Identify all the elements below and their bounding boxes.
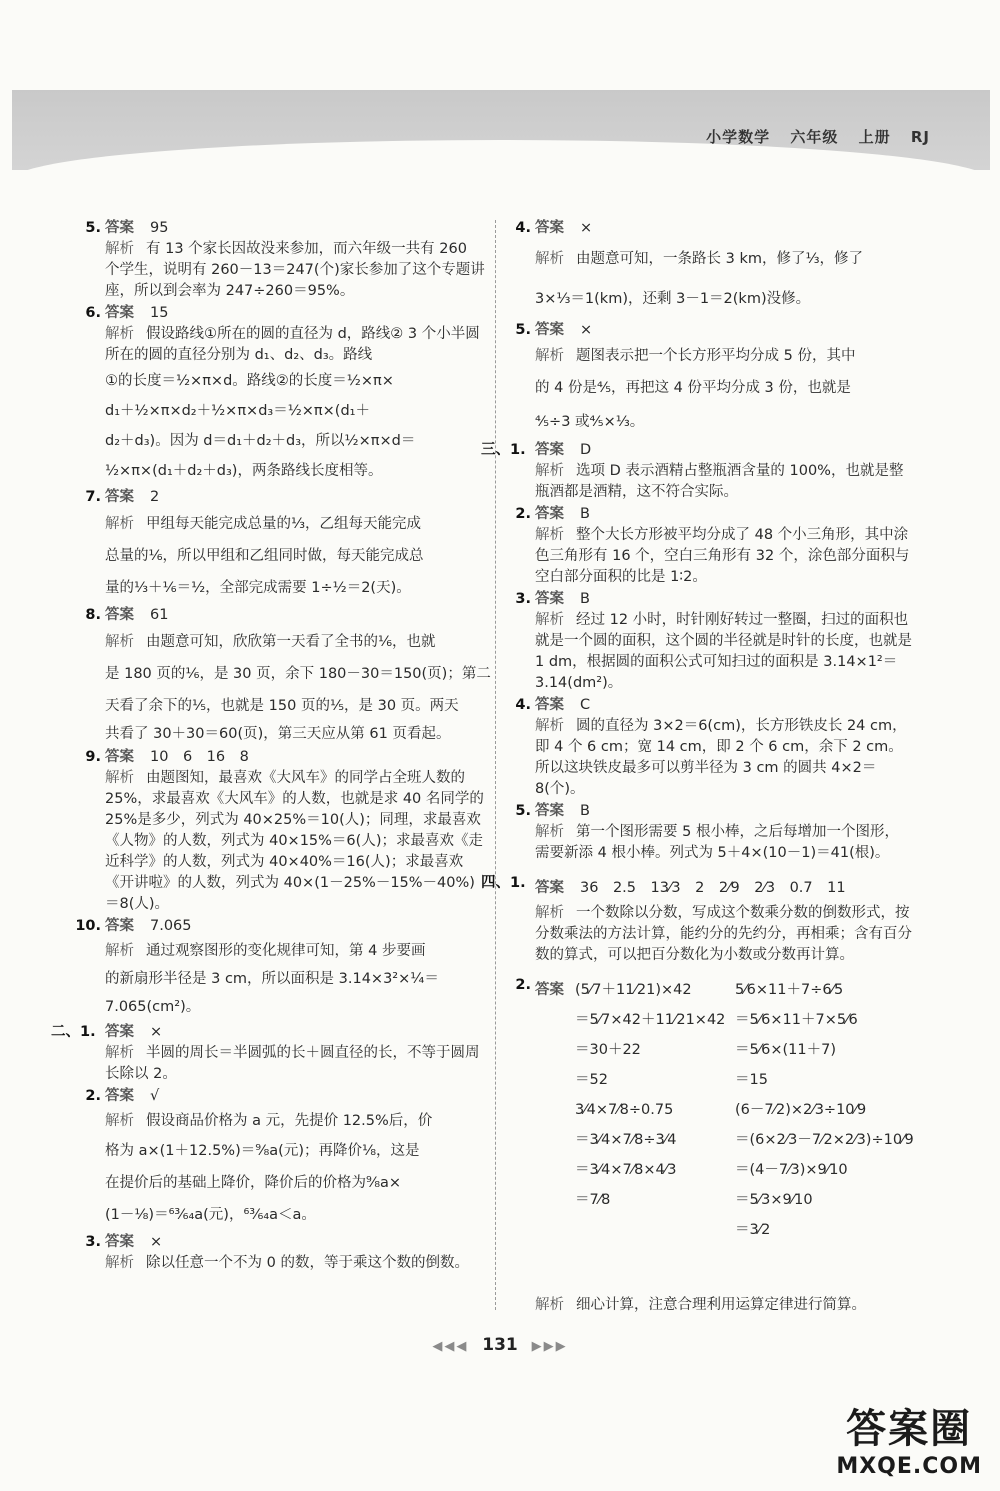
question-7: 7. 答案 2 解析 甲组每天能完成总量的⅓，乙组每天能完成 总量的⅙，所以甲组和乙组同时做，每天能完成总 量的⅓＋⅙＝½，全部完成需要 1÷½＝2(天)。 [85,489,424,596]
analysis-text: 除以任意一个不为 0 的数，等于乘这个数的倒数。 [146,1255,469,1271]
question-6: 6. 答案 15 解析 假设路线①所在的圆的直径为 d，路线② 3 个小半圆所在的圆的直径分别为 d₁、d₂、d₃。路线 ①的长度＝½×π×d。路线②的长度＝½×π× d₁＋½×π×d₂＋½×π×d₃＝½×π×(d₁＋ d₂＋d₃)。因为 d＝d₁＋d₂＋d₃，所以½×π×d＝ ½×π×(d₁＋d₂＋d₃)，两条路线长度相等。 [85,305,480,479]
analysis-text: 圆的直径为 3×2＝6(cm)，长方形铁皮长 24 cm，即 4 个 6 cm；宽 14 cm，即 2 个 6 cm，余下 2 cm。所以这块铁皮最多可以剪半径为 3 cm 的圆共 4×2＝8(个)。 [535,718,907,797]
answer-value: C [580,697,591,713]
right-arrows-icon: ▶▶▶ [531,1339,568,1354]
left-column [51,218,491,1275]
section-2-question-2: 2. 答案 √ 解析 假设商品价格为 a 元，先提价 12.5%后，价 格为 a×(1＋12.5%)＝⁹⁄₈a(元)；再降价⅛，这是 在提价后的基础上降价，降价后的价格为⁹⁄₈a× (1－⅛)＝⁶³⁄₆₄a(元)，⁶³⁄₆₄a＜a。 [85,1088,433,1223]
answer-value: × [580,322,593,338]
answer-value: 7.065 [150,918,192,934]
section-3-question-2: 2. 答案 B 解析 整个大长方形被平均分成了 48 个小三角形，其中涂色三角形有 16 个，空白三角形有 32 个，涂色部分面积与空白部分面积的比是 1∶2。 [515,506,910,585]
question-8: 8. 答案 61 解析 由题意可知，欣欣第一天看了全书的⅙，也就 是 180 页的⅙，是 30 页，余下 180－30＝150(页)；第二 天看了余下的⅕，也就是 150 页的⅕，是 30 页。两天 共看了 30＋30＝60(页)，第三天应从第 61 页看起。 [85,607,491,742]
answer-value: × [580,220,593,236]
question-10: 10. 答案 7.065 解析 通过观察图形的变化规律可知，第 4 步要画 的新扇形半径是 3 cm，所以面积是 3.14×3²×¼＝ 7.065(cm²)。 [75,918,439,1015]
answer-value: D [580,442,592,458]
answer-value: × [150,1024,163,1040]
question-5-right: 5. 答案 × 解析 题图表示把一个长方形平均分成 5 份，其中 的 4 份是⅘，再把这 4 份平均分成 3 份，也就是 ⅘÷3 或⅘×⅓。 [515,322,856,430]
analysis-text: 整个大长方形被平均分成了 48 个小三角形，其中涂色三角形有 16 个，空白三角形有 32 个，涂色部分面积与空白部分面积的比是 1∶2。 [535,527,910,585]
section-4-question-1: 四、1. 答案 36 2.5 13⁄3 2 2⁄9 2⁄3 0.7 11 解析 一个数除以分数，写成这个数乘分数的倒数形式，按分数乘法的方法计算，能约分的先约分，再相乘；含有百分数的算式，可以把百分数化为小数或分数再计算。 [481,875,912,963]
column-divider [495,220,496,1310]
analysis-text: 一个数除以分数，写成这个数乘分数的倒数形式，按分数乘法的方法计算，能约分的先约分，再相乘；含有百分数的算式，可以把百分数化为小数或分数再计算。 [535,905,912,963]
question-5: 5. 答案 95 解析 有 13 个家长因故没来参加，而六年级一共有 260 个学生，说明有 260－13＝247(个)家长参加了这个专题讲座，所以到会率为 247÷260＝95%。 [85,220,485,299]
section-4-question-2: 2. 答案 (5⁄7＋11⁄21)×42 ＝5⁄7×42＋11⁄21×42 ＝30＋22 ＝52 3⁄4×7⁄8÷0.75 ＝3⁄4×7⁄8÷3⁄4 ＝3⁄4×7⁄8×4⁄3 ＝7⁄8 5⁄6×11＋7÷6⁄5 ＝5⁄6×11＋7×5⁄6 ＝5⁄6×(11＋7) ＝15 (6－7⁄2)×2⁄3÷10⁄9 ＝(6×2⁄3－7⁄2×2⁄3)÷10⁄9 ＝(4－7⁄3)×9⁄10 ＝5⁄3×9⁄10 ＝3⁄2 解析 细心计算，注意合理利用运算定律进行简算。 [515,977,914,1313]
analysis-text: 由题图知，最喜欢《大风车》的同学占全班人数的 25%，求最喜欢《大风车》的人数，也就是求 40 名同学的 25%是多少，列式为 40×25%＝10(人)；同理，求最喜欢《人物》的人数，列式为 40×15%＝6(人)；求最喜欢《走近科学》的人数，列式为 40×40%＝16(人)；求最喜欢《开讲啦》的人数，列式为 40×(1－25%－15%－40%)＝8(人)。 [105,770,484,912]
question-4: 4. 答案 × 解析 由题意可知，一条路长 3 km，修了⅓，修了 3×⅓＝1(km)，还剩 3－1＝2(km)没修。 [515,220,864,307]
answer-value: 95 [150,220,169,236]
analysis-text: 细心计算，注意合理利用运算定律进行简算。 [576,1297,866,1313]
page-footer [0,1335,1000,1355]
section-3-question-3: 3. 答案 B 解析 经过 12 小时，时针刚好转过一整圈，扫过的面积也就是一个圆的面积，这个圆的半径就是时针的长度，也就是 1 dm，根据圆的面积公式可知扫过的面积是 3.14×1²＝3.14(dm²)。 [515,591,912,691]
left-arrows-icon: ◀◀◀ [432,1339,469,1354]
analysis-text: 经过 12 小时，时针刚好转过一整圈，扫过的面积也就是一个圆的面积，这个圆的半径就是时针的长度，也就是 1 dm，根据圆的面积公式可知扫过的面积是 3.14×1²＝3.14(dm²)。 [535,612,912,691]
watermark [836,1397,982,1479]
analysis-text: 有 13 个家长因故没来参加，而六年级一共有 260 个学生，说明有 260－13＝247(个)家长参加了这个专题讲座，所以到会率为 247÷260＝95%。 [105,241,485,299]
right-column [481,218,914,1317]
grade: 六年级 [790,128,839,146]
edition: RJ [910,128,930,146]
calculation-steps: 答案 (5⁄7＋11⁄21)×42 ＝5⁄7×42＋11⁄21×42 ＝30＋22 ＝52 3⁄4×7⁄8÷0.75 ＝3⁄4×7⁄8÷3⁄4 ＝3⁄4×7⁄8×4⁄3 ＝7⁄8 5⁄6×11＋7÷6⁄5 ＝5⁄6×11＋7×5⁄6 ＝5⁄6×(11＋7) ＝15 (6－7⁄2)×2⁄3÷10⁄9 ＝(6×2⁄3－7⁄2×2⁄3)÷10⁄9 ＝(4－7⁄3)×9⁄10 ＝5⁄3×9⁄10 ＝3⁄2 [535,975,913,1295]
section-3-question-1: 三、1. 答案 D 解析 选项 D 表示酒精占整瓶酒含量的 100%，也就是整瓶酒都是酒精，这不符合实际。 [481,442,904,500]
subject: 小学数学 [706,128,771,146]
answer-value: 2 [150,489,160,505]
answer-value: B [580,803,590,819]
answer-value: √ [150,1088,160,1104]
section-2-question-3: 3. 答案 × 解析 除以任意一个不为 0 的数，等于乘这个数的倒数。 [85,1234,469,1271]
calc-column-2: 5⁄6×11＋7÷6⁄5 ＝5⁄6×11＋7×5⁄6 ＝5⁄6×(11＋7) ＝15 (6－7⁄2)×2⁄3÷10⁄9 ＝(6×2⁄3－7⁄2×2⁄3)÷10⁄9 ＝(4－7⁄3)×9⁄10 ＝5⁄3×9⁄10 ＝3⁄2 [735,982,914,1238]
answer-value: B [580,591,590,607]
analysis-text: 半圆的周长＝半圆弧的长＋圆直径的长，不等于圆周长除以 2。 [105,1045,480,1082]
answer-value: B [580,506,590,522]
analysis-text: 第一个图形需要 5 根小棒，之后每增加一个图形，需要新添 4 根小棒。列式为 5＋4×(10－1)＝41(根)。 [535,824,899,861]
question-9: 9. 答案 10 6 16 8 解析 由题图知，最喜欢《大风车》的同学占全班人数的 25%，求最喜欢《大风车》的人数，也就是求 40 名同学的 25%是多少，列式为 40×25%＝10(人)；同理，求最喜欢《人物》的人数，列式为 40×15%＝6(人)；求最喜欢《走近科学》的人数，列式为 40×40%＝16(人)；求最喜欢《开讲啦》的人数，列式为 40×(1－25%－15%－40%)＝8(人)。 [85,749,484,912]
calc-column-1: (5⁄7＋11⁄21)×42 ＝5⁄7×42＋11⁄21×42 ＝30＋22 ＝52 3⁄4×7⁄8÷0.75 ＝3⁄4×7⁄8÷3⁄4 ＝3⁄4×7⁄8×4⁄3 ＝7⁄8 [575,982,726,1208]
volume: 上册 [858,128,891,146]
analysis-text: 选项 D 表示酒精占整瓶酒含量的 100%，也就是整瓶酒都是酒精，这不符合实际。 [535,463,904,500]
section-2-question-1: 二、1. 答案 × 解析 半圆的周长＝半圆弧的长＋圆直径的长，不等于圆周长除以 2。 [51,1024,480,1082]
answer-value: 36 2.5 13⁄3 2 2⁄9 2⁄3 0.7 11 [580,880,846,896]
answer-value: 61 [150,607,169,623]
section-3-question-4: 4. 答案 C 解析 圆的直径为 3×2＝6(cm)，长方形铁皮长 24 cm，即 4 个 6 cm；宽 14 cm，即 2 个 6 cm，余下 2 cm。所以这块铁皮最多可以剪半径为 3 cm 的圆共 4×2＝8(个)。 [515,697,907,797]
book-info [692,126,930,147]
watermark-logo: 答案圈 [846,1406,973,1452]
section-3-question-5: 5. 答案 B 解析 第一个图形需要 5 根小棒，之后每增加一个图形，需要新添 4 根小棒。列式为 5＋4×(10－1)＝41(根)。 [515,803,899,861]
page-number: 131 [482,1335,518,1355]
answer-value: 10 6 16 8 [150,749,249,765]
answer-value: × [150,1234,163,1250]
answer-value: 15 [150,305,169,321]
watermark-url: MXQE.COM [836,1454,982,1479]
